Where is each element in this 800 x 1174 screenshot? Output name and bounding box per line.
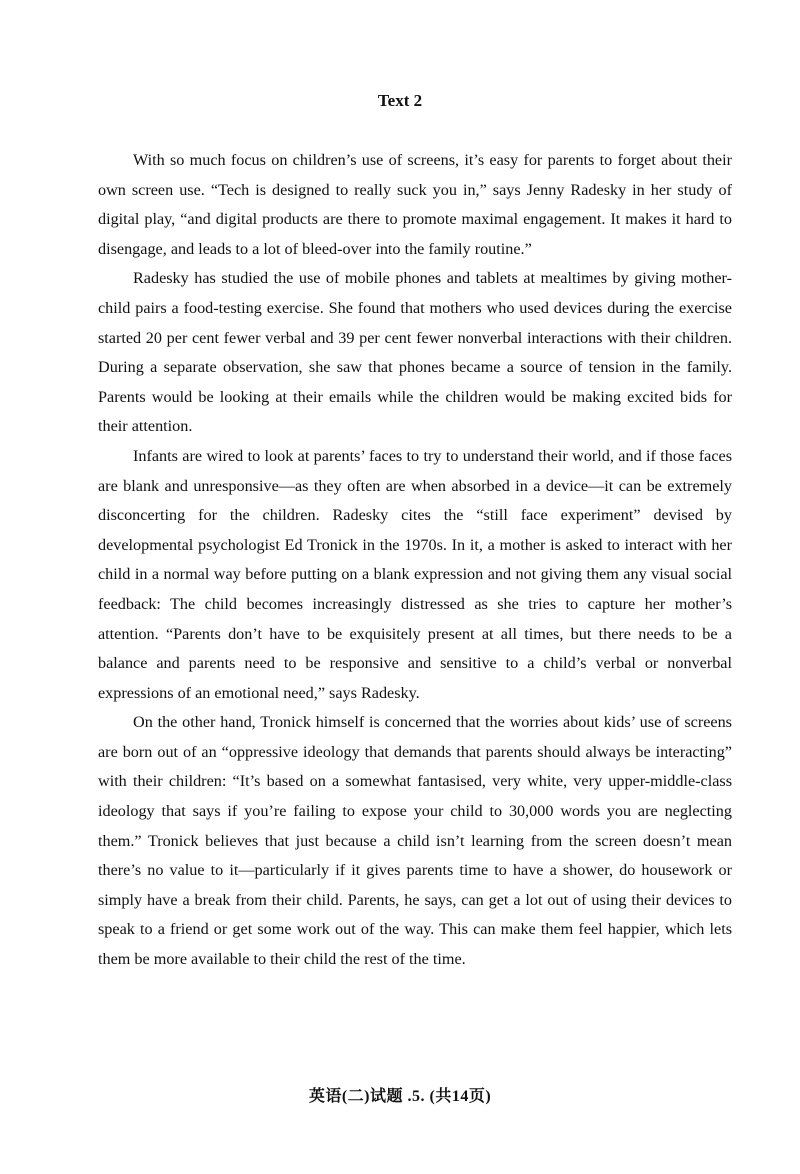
paragraph-2: Radesky has studied the use of mobile phones and tablets at mealtimes by giving mother-child pairs a food-testing exercise. She found that mothers who used devices during the exercise started 20 per cent fewer verbal and 39 per cent fewer nonverbal interactions with their children. During a separate observation, she saw that phones became a source of tension in the family. Parents would be looking at their emails while the children would be making excited bids for their attention. — [98, 269, 732, 436]
paragraph-1: With so much focus on children’s use of screens, it’s easy for parents to forget about their own screen use. “Tech is designed to really suck you in,” says Jenny Radesky in her study of digital play, “and digital products are there to promote maximal engagement. It makes it hard to disengage, and leads to a lot of bleed-over into the family routine.” — [98, 151, 732, 258]
passage-body — [98, 146, 732, 975]
paragraph-4: On the other hand, Tronick himself is concerned that the worries about kids’ use of screens are born out of an “oppressive ideology that demands that parents should always be interacting” with their children: “It’s based on a somewhat fantasised, very white, very upper-middle-class ideology that says if you’re failing to expose your child to 30,000 words you are neglecting them.” Tronick believes that just because a child isn’t learning from the screen doesn’t mean there’s no value to it—particularly if it gives parents time to have a shower, do housework or simply have a break from their child. Parents, he says, can get a lot out of using their devices to speak to a friend or get some work out of the way. This can make them feel happier, which lets them be more available to their child the rest of the time. — [98, 713, 732, 969]
paragraph-3: Infants are wired to look at parents’ faces to try to understand their world, and if those faces are blank and unresponsive—as they often are when absorbed in a device—it can be extremely disconcerting for the children. Radesky cites the “still face experiment” devised by developmental psychologist Ed Tronick in the 1970s. In it, a mother is asked to interact with her child in a normal way before putting on a blank expression and not giving them any visual social feedback: The child becomes increasingly distressed as she tries to capture her mother’s attention. “Parents don’t have to be exquisitely present at all times, but there needs to be a balance and parents need to be responsive and sensitive to a child’s verbal or nonverbal expressions of an emotional need,” says Radesky. — [98, 446, 732, 702]
section-title: Text 2 — [377, 91, 423, 110]
page-footer: 英语(二)试题 .5. (共14页) — [308, 1088, 492, 1105]
